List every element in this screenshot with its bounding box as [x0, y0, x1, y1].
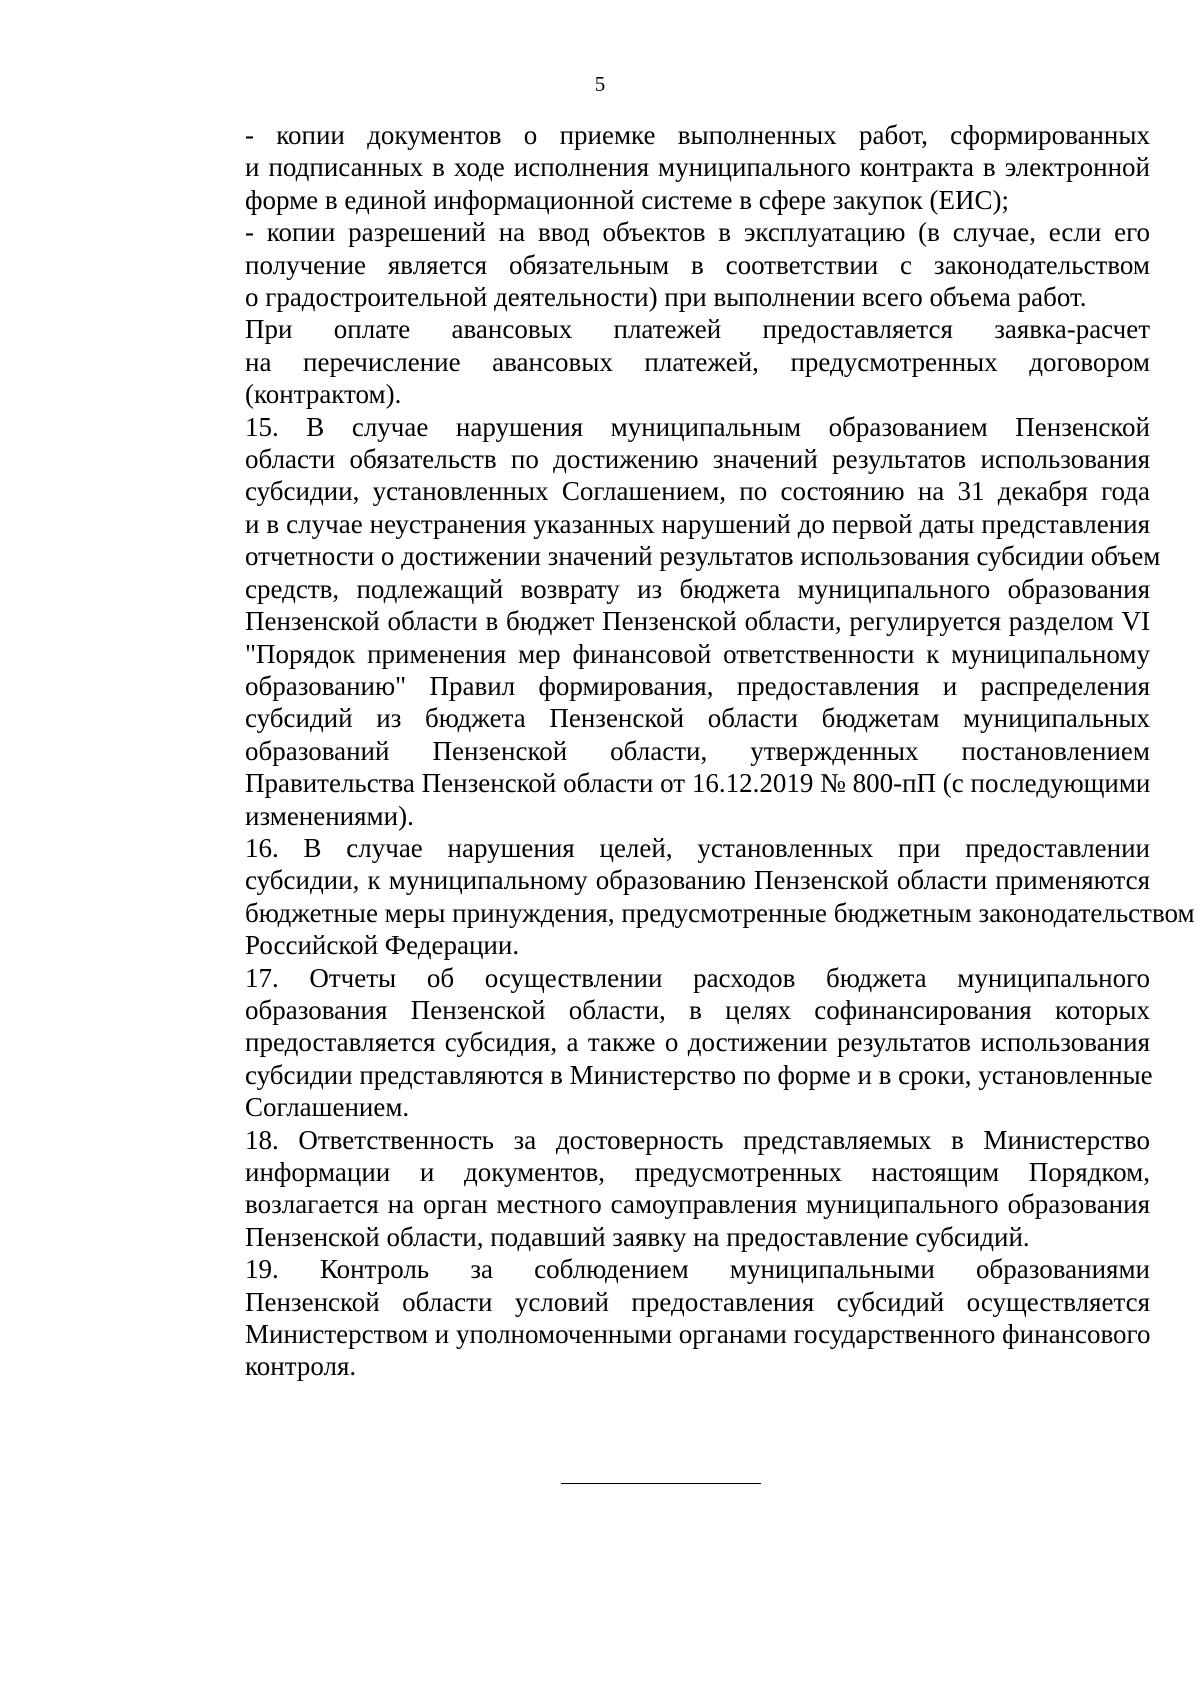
- text-line: изменениями).: [245, 800, 414, 831]
- paragraph-clause-16: [172, 832, 1195, 962]
- text-line: образованию" Правил формирования, предоставления и распределения: [245, 670, 1150, 701]
- text-line: Пензенской области в бюджет Пензенской области, регулируется разделом VI: [245, 606, 1150, 637]
- text-line: на перечисление авансовых платежей, предусмотренных договором: [245, 346, 1150, 377]
- text-line: При оплате авансовых платежей предоставляется заявка-расчет: [245, 314, 1150, 345]
- text-line: 16. В случае нарушения целей, установленных при предоставлении: [245, 832, 1150, 863]
- text-line: и подписанных в ходе исполнения муниципального контракта в электронной: [245, 152, 1150, 183]
- text-line: 17. Отчеты об осуществлении расходов бюджета муниципального: [245, 962, 1150, 993]
- paragraph-clause-19: [172, 1253, 1150, 1383]
- text-line: Соглашением.: [245, 1092, 410, 1123]
- text-line: получение является обязательным в соответствии с законодательством: [245, 249, 1150, 280]
- text-line: Пензенской области, подавший заявку на предоставление субсидий.: [245, 1221, 1030, 1252]
- document-body: [172, 119, 1195, 1383]
- text-line: образований Пензенской области, утвержденных постановлением: [245, 735, 1150, 766]
- end-of-document-rule: [561, 1483, 761, 1484]
- text-line: Правительства Пензенской области от 16.12.2019 № 800-пП (с последующими: [245, 768, 1151, 799]
- text-line: (контрактом).: [245, 379, 402, 410]
- page-number: 5: [594, 72, 606, 96]
- paragraph-acceptance-documents: [172, 119, 1150, 216]
- text-line: бюджетные меры принуждения, предусмотренные бюджетным законодательством: [245, 897, 1195, 928]
- paragraph-clause-18: [172, 1124, 1150, 1254]
- text-line: предоставляется субсидия, а также о достижении результатов использования: [245, 1027, 1150, 1058]
- text-line: субсидии, к муниципальному образованию Пензенской области применяются: [245, 865, 1150, 896]
- paragraph-commissioning-permits: [172, 216, 1150, 313]
- text-line: контроля.: [245, 1351, 357, 1382]
- text-line: о градостроительной деятельности) при выполнении всего объема работ.: [245, 282, 1087, 313]
- paragraph-clause-15: [172, 411, 1161, 832]
- text-line: области обязательств по достижению значений результатов использования: [245, 444, 1150, 475]
- text-line: Пензенской области условий предоставления субсидий осуществляется: [245, 1286, 1150, 1317]
- text-line: "Порядок применения мер финансовой ответственности к муниципальному: [245, 638, 1150, 669]
- paragraph-advance-payments: [172, 313, 1150, 410]
- text-line: Министерством и уполномоченными органами государственного финансового: [245, 1319, 1151, 1350]
- text-line: 15. В случае нарушения муниципальным образованием Пензенской: [245, 411, 1150, 442]
- text-line: средств, подлежащий возврату из бюджета муниципального образования: [245, 573, 1150, 604]
- text-line: отчетности о достижении значений результатов использования субсидии объем: [245, 541, 1161, 572]
- text-line: и в случае неустранения указанных нарушений до первой даты представления: [245, 508, 1150, 539]
- text-line: Российской Федерации.: [245, 930, 520, 961]
- text-line: - копии документов о приемке выполненных работ, сформированных: [245, 120, 1150, 150]
- text-line: - копии разрешений на ввод объектов в эксплуатацию (в случае, если его: [245, 217, 1150, 248]
- text-line: образования Пензенской области, в целях софинансирования которых: [245, 994, 1150, 1025]
- text-line: информации и документов, предусмотренных настоящим Порядком,: [245, 1157, 1150, 1187]
- text-line: субсидий из бюджета Пензенской области бюджетам муниципальных: [245, 703, 1150, 734]
- text-line: 18. Ответственность за достоверность представляемых в Министерство: [245, 1124, 1150, 1155]
- text-line: субсидии, установленных Соглашением, по состоянию на 31 декабря года: [245, 476, 1150, 507]
- text-line: возлагается на орган местного самоуправления муниципального образования: [245, 1189, 1150, 1220]
- paragraph-clause-17: [172, 962, 1153, 1124]
- text-line: форме в единой информационной системе в сфере закупок (ЕИС);: [245, 184, 1009, 215]
- text-line: 19. Контроль за соблюдением муниципальными образованиями: [245, 1254, 1150, 1285]
- text-line: субсидии представляются в Министерство по форме и в сроки, установленные: [245, 1059, 1153, 1090]
